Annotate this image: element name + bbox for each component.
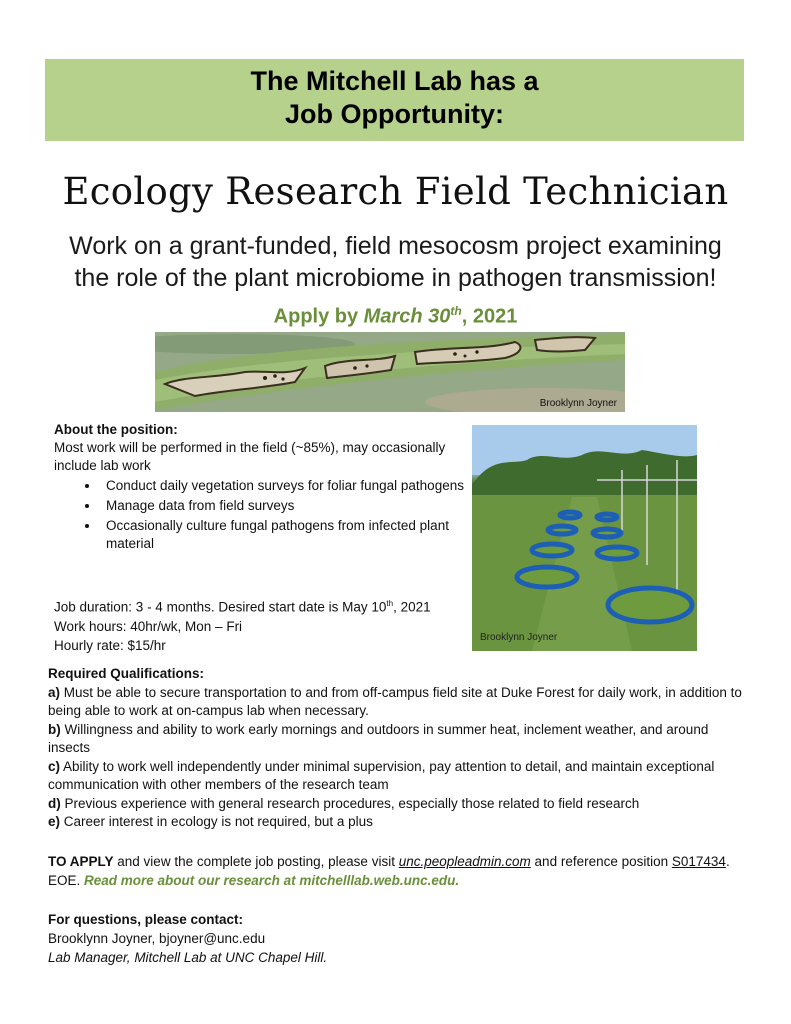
work-hours: Work hours: 40hr/wk, Mon – Fri xyxy=(54,618,243,634)
position-number: S017434 xyxy=(671,854,726,869)
job-duration-text: Job duration: 3 - 4 months. Desired start date is May 10 xyxy=(54,599,387,615)
qualification-item xyxy=(48,758,748,795)
job-duration xyxy=(54,594,474,617)
job-duration-sup: th xyxy=(386,599,394,608)
apply-text-2: and reference position xyxy=(530,854,672,869)
job-subtitle xyxy=(30,230,761,294)
qualifications-heading: Required Qualifications: xyxy=(48,666,205,681)
qualification-letter: d) xyxy=(48,795,61,811)
qualifications-section xyxy=(48,665,748,832)
field-photo-credit: Brooklynn Joyner xyxy=(480,632,558,643)
leaf-lesion-photo xyxy=(155,332,625,412)
leaf-photo-credit: Brooklynn Joyner xyxy=(539,398,617,409)
field-mesocosm-photo xyxy=(472,425,697,651)
apply-text-1: and view the complete job posting, please visit xyxy=(113,854,399,869)
apply-text-3: . EOE. xyxy=(48,854,730,888)
qualification-text: Willingness and ability to work early mornings and outdoors in summer heat, inclement weather, and around insects xyxy=(48,721,709,755)
qualification-text: Must be able to secure transportation to and from off-campus field site at Duke Forest for daily work, in addition to being able to work at on-campus lab when necessary. xyxy=(48,684,742,718)
qualification-letter: e) xyxy=(48,814,61,829)
contact-name-email: Brooklynn Joyner, bjoyner@unc.edu xyxy=(48,931,266,946)
about-heading: About the position: xyxy=(54,422,178,437)
qualification-item xyxy=(48,721,748,758)
duty-item: • Conduct daily vegetation surveys for foliar fungal pathogens xyxy=(100,477,464,495)
duties-list xyxy=(54,477,464,553)
qualification-letter: b) xyxy=(48,721,61,737)
duty-item: • Manage data from field surveys xyxy=(100,497,464,515)
qualification-item xyxy=(48,813,748,832)
field-photo-art xyxy=(472,425,697,651)
job-details xyxy=(54,594,474,655)
contact-heading: For questions, please contact: xyxy=(48,912,244,927)
banner-line-1: The Mitchell Lab has a xyxy=(250,66,539,96)
banner-line-2: Job Opportunity: xyxy=(285,99,504,129)
qualification-text: Previous experience with general research procedures, especially those related to field research xyxy=(60,795,640,811)
contact-role: Lab Manager, Mitchell Lab at UNC Chapel Hill. xyxy=(48,950,328,965)
peopleadmin-link[interactable]: unc.peopleadmin.com xyxy=(398,854,531,869)
qualification-item xyxy=(48,684,748,721)
apply-by-prefix: Apply by xyxy=(273,305,364,328)
qualification-item xyxy=(48,795,748,814)
research-link[interactable]: Read more about our research at mitchelllab.web.unc.edu. xyxy=(84,873,460,888)
subtitle-line-1: Work on a grant-funded, field mesocosm project examining xyxy=(69,232,722,260)
job-duration-year: , 2021 xyxy=(393,599,431,615)
about-position-section xyxy=(54,421,464,555)
apply-deadline xyxy=(0,304,791,329)
contact-section xyxy=(48,910,748,967)
apply-lead: TO APPLY xyxy=(48,854,114,869)
qualification-text: Ability to work well independently under minimal supervision, pay attention to detail, and maintain exceptional communication with other members of the research team xyxy=(48,758,715,792)
apply-by-date: March 30 xyxy=(363,305,451,328)
qualification-letter: a) xyxy=(48,684,61,700)
qualification-text: Career interest in ecology is not required, but a plus xyxy=(60,814,373,829)
apply-by-date-sup: th xyxy=(450,304,462,318)
subtitle-line-2: the role of the plant microbiome in pathogen transmission! xyxy=(74,264,717,292)
apply-by-year: , 2021 xyxy=(461,305,518,328)
duty-item: • Occasionally culture fungal pathogens from infected plant material xyxy=(100,517,464,553)
header-banner xyxy=(45,59,744,141)
hourly-rate: Hourly rate: $15/hr xyxy=(54,637,166,653)
qualification-letter: c) xyxy=(48,758,61,774)
job-title: Ecology Research Field Technician xyxy=(62,170,729,213)
how-to-apply xyxy=(48,852,748,890)
about-intro: Most work will be performed in the field (~85%), may occasionally include lab work xyxy=(54,440,446,473)
